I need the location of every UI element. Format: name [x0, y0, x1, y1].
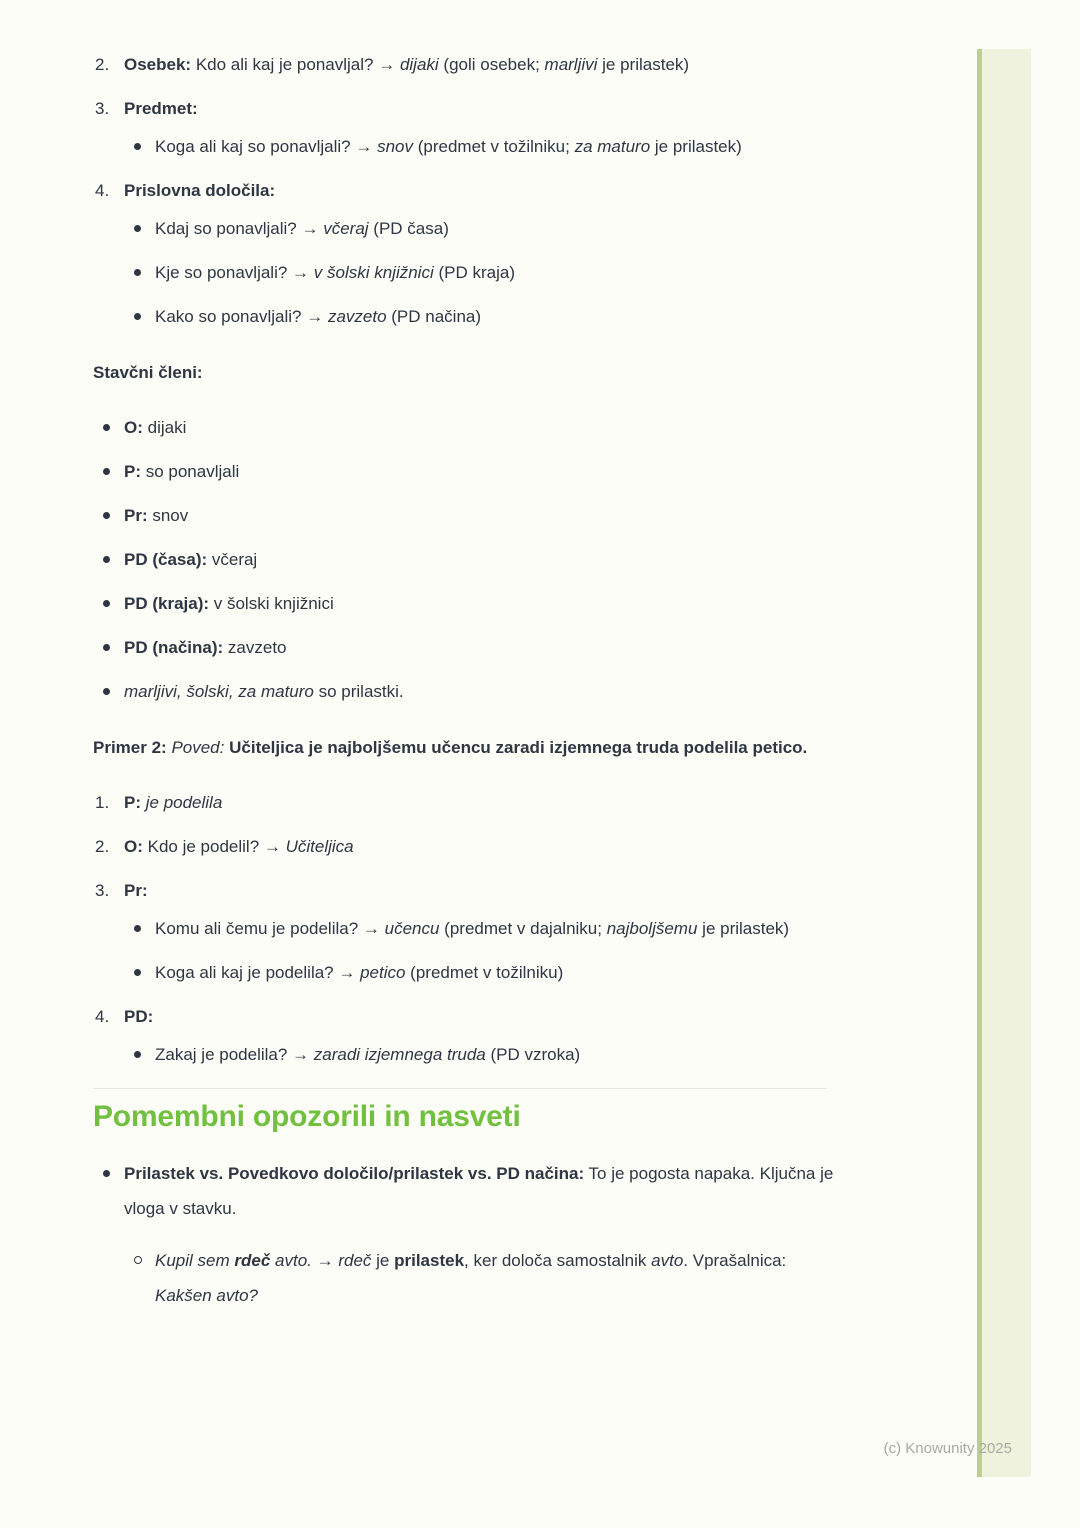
dot-glyph [134, 925, 141, 932]
paragraph [93, 355, 835, 390]
text-span: (predmet v tožilniku; [413, 137, 575, 156]
list-item-text [124, 410, 835, 445]
text-span: Prilastek vs. Povedkovo določilo/prilastek vs. PD načina: [124, 1163, 585, 1183]
list-item [93, 454, 835, 489]
text-span: petico [360, 963, 406, 982]
text-span: marljivi [544, 55, 598, 74]
text-span: je prilastek) [650, 137, 742, 156]
text-span: (PD vzroka) [485, 1045, 581, 1064]
list-item-body [124, 829, 835, 864]
number-marker: 1. [95, 793, 110, 812]
text-span: avto [651, 1250, 684, 1270]
text-span: v šolski knjižnici [209, 594, 334, 613]
bullet-list [124, 129, 835, 164]
text-span: zavzeto [327, 307, 387, 326]
text-span: Kdo ali kaj je ponavljal? → [191, 55, 400, 74]
list-item [93, 410, 835, 445]
list-item [93, 829, 835, 864]
text-span: včeraj [207, 550, 258, 569]
list-item-body [124, 630, 835, 665]
text-span: za maturo [574, 137, 651, 156]
text-span: Kdo je podelil? → [142, 837, 286, 856]
list-item-text [155, 255, 835, 290]
text-span: . Vprašalnica: [683, 1250, 787, 1270]
bullet-list [93, 410, 835, 709]
list-item-body [155, 1243, 835, 1313]
bullet-icon [93, 498, 124, 533]
list-item [124, 299, 835, 334]
text-span: snov [377, 137, 413, 156]
list-item-text [155, 211, 835, 246]
bullet-icon [124, 129, 155, 164]
list-item [93, 91, 835, 164]
list-item [93, 630, 835, 665]
sidebar-accent-bar [977, 49, 1031, 1477]
list-item-text [124, 542, 835, 577]
text-span: prilastek [394, 1250, 465, 1270]
text-span: Kdaj so ponavljali? → [155, 219, 324, 238]
list-item-text [124, 785, 835, 820]
text-span: (predmet v tožilniku) [405, 963, 564, 982]
nested-list [124, 1034, 835, 1072]
list-item [93, 674, 835, 709]
dot-glyph [103, 424, 110, 431]
text-span: je prilastek) [697, 919, 790, 938]
list-item [124, 1243, 835, 1313]
bullet-list [124, 211, 835, 334]
text-span: rdeč [234, 1250, 271, 1270]
document-content [93, 0, 835, 1313]
list-item-body [124, 999, 835, 1072]
text-span: O: [124, 837, 143, 856]
list-item-body [124, 498, 835, 533]
dot-glyph [103, 468, 110, 475]
bullet-icon [124, 1037, 155, 1072]
text-span: Učiteljica [285, 837, 354, 856]
list-item-text [124, 829, 835, 864]
dot-glyph [134, 269, 141, 276]
list-item-body [124, 410, 835, 445]
number-marker: 3. [95, 881, 110, 900]
list-item-text [124, 91, 835, 126]
text-span: Pr: [124, 506, 148, 525]
list-item-body [155, 129, 835, 164]
text-span: rdeč [338, 1250, 372, 1270]
text-span: → [311, 1250, 339, 1270]
number-marker: 3. [95, 99, 110, 118]
list-item-body [124, 173, 835, 334]
list-item-text [124, 47, 835, 82]
text-span: Koga ali kaj je podelila? → [155, 963, 361, 982]
section-heading [93, 1098, 835, 1136]
list-item-body [155, 211, 835, 246]
list-item-text [155, 911, 835, 946]
bullet-icon [93, 454, 124, 489]
text-span: PD (kraja): [124, 594, 210, 613]
list-item-body [124, 1156, 835, 1313]
list-item [93, 173, 835, 334]
text-span: so prilastki. [313, 682, 404, 701]
nested-list [124, 208, 835, 334]
dot-glyph [134, 225, 141, 232]
list-item-body [124, 785, 835, 820]
watermark: (c) Knowunity 2025 [883, 1440, 1012, 1457]
list-item [93, 498, 835, 533]
text-span: , ker določa samostalnik [464, 1250, 652, 1270]
text-span: v šolski knjižnici [313, 263, 434, 282]
text-span: (PD načina) [386, 307, 482, 326]
list-item-body [155, 955, 835, 990]
dot-glyph [103, 688, 110, 695]
text-span: Osebek: [124, 55, 192, 74]
text-span: Kupil sem [155, 1250, 235, 1270]
bullet-icon [93, 1156, 124, 1191]
list-item-body [155, 911, 835, 946]
text-span: PD (načina): [124, 638, 224, 657]
list-item-body [124, 454, 835, 489]
text-span: (PD kraja) [433, 263, 515, 282]
list-item-text [155, 129, 835, 164]
text-span: Učiteljica je najboljšemu učencu zaradi izjemnega truda podelila petico. [229, 738, 808, 757]
text-span: Primer 2: [93, 738, 167, 757]
list-item-body [155, 299, 835, 334]
list-item [93, 542, 835, 577]
text-span: PD (časa): [124, 550, 208, 569]
text-span: P: [124, 462, 141, 481]
nested-list [124, 1226, 835, 1313]
list-item-text [124, 586, 835, 621]
list-item [124, 911, 835, 946]
text-span: Poved: [171, 738, 225, 757]
text-span: Stavčni členi: [93, 363, 203, 382]
text-span: zaradi izjemnega truda [313, 1045, 486, 1064]
list-item-text [124, 630, 835, 665]
list-item-body [124, 873, 835, 990]
bullet-icon [124, 255, 155, 290]
list-item [93, 785, 835, 820]
bullet-icon [93, 542, 124, 577]
text-span: To je pogosta napaka. Ključna je vloga v stavku. [124, 1163, 834, 1218]
text-span: so ponavljali [141, 462, 240, 481]
bullet-icon [124, 211, 155, 246]
text-span: učencu [384, 919, 440, 938]
bullet-icon [93, 586, 124, 621]
list-item [93, 586, 835, 621]
text-span: najboljšemu [606, 919, 698, 938]
list-item-body [124, 47, 835, 82]
text-span: Koga ali kaj so ponavljali? → [155, 137, 378, 156]
list-item-body [124, 542, 835, 577]
bullet-icon [93, 410, 124, 445]
text-span: Prislovna določila: [124, 181, 276, 200]
dot-glyph [103, 600, 110, 607]
dot-glyph [103, 556, 110, 563]
list-item [124, 1037, 835, 1072]
list-item-text [124, 454, 835, 489]
text-span: marljivi, šolski, za maturo [124, 682, 314, 701]
text-span: O: [124, 418, 143, 437]
text-span: Komu ali čemu je podelila? → [155, 919, 385, 938]
number-marker: 4. [95, 1007, 110, 1026]
text-span: Zakaj je podelila? → [155, 1045, 314, 1064]
text-span: je podelila [145, 793, 223, 812]
text-span: Kakšen avto? [155, 1285, 259, 1305]
text-span: dijaki [399, 55, 439, 74]
text-span: Predmet: [124, 99, 198, 118]
bullet-icon [124, 911, 155, 946]
list-item-text [124, 999, 835, 1034]
list-item-body [124, 586, 835, 621]
list-item [93, 873, 835, 990]
numbered-list [93, 47, 835, 334]
bullet-icon [124, 299, 155, 334]
divider [93, 1088, 827, 1089]
text-span: (predmet v dajalniku; [439, 919, 607, 938]
paragraph [93, 730, 835, 765]
circle-glyph [134, 1256, 142, 1264]
text-span: je prilastek) [597, 55, 690, 74]
dot-glyph [103, 644, 110, 651]
list-item-text [124, 498, 835, 533]
number-marker: 2. [95, 837, 110, 856]
text-span: PD: [124, 1007, 154, 1026]
bullet-icon [93, 630, 124, 665]
dot-glyph [134, 313, 141, 320]
list-item [93, 999, 835, 1072]
list-item-text [155, 1243, 835, 1313]
text-span: (goli osebek; [438, 55, 545, 74]
list-item-body [155, 255, 835, 290]
list-item [93, 47, 835, 82]
text-span: Kje so ponavljali? → [155, 263, 314, 282]
nested-list [124, 126, 835, 164]
text-span: Kako so ponavljali? → [155, 307, 328, 326]
bullet-list [93, 1156, 835, 1313]
list-item-text [124, 173, 835, 208]
list-item [124, 211, 835, 246]
list-item [93, 1156, 835, 1313]
list-item-body [124, 91, 835, 164]
text-span: Pr: [124, 881, 148, 900]
text-span: snov [147, 506, 189, 525]
dot-glyph [103, 512, 110, 519]
dot-glyph [134, 969, 141, 976]
bullet-list [124, 911, 835, 990]
list-item-text [155, 1037, 835, 1072]
text-span: je [371, 1250, 395, 1270]
text-span: zavzeto [223, 638, 287, 657]
list-item-body [155, 1037, 835, 1072]
list-item-text [124, 873, 835, 908]
text-span: P: [124, 793, 141, 812]
list-item-text [155, 299, 835, 334]
list-item [124, 129, 835, 164]
bullet-list [124, 1037, 835, 1072]
list-item [124, 255, 835, 290]
bullet-icon [124, 955, 155, 990]
list-item-text [124, 1156, 835, 1226]
dot-glyph [103, 1170, 110, 1177]
bullet-list [124, 1243, 835, 1313]
bullet-icon [93, 674, 124, 709]
number-marker: 2. [95, 55, 110, 74]
text-span: Pomembni opozorili in nasveti [93, 1099, 521, 1133]
dot-glyph [134, 1051, 141, 1058]
text-span: avto. [270, 1250, 312, 1270]
text-span: včeraj [323, 219, 369, 238]
list-item [124, 955, 835, 990]
numbered-list [93, 785, 835, 1072]
list-item-body [124, 674, 835, 709]
dot-glyph [134, 143, 141, 150]
text-span: (PD časa) [368, 219, 449, 238]
nested-list [124, 908, 835, 990]
number-marker: 4. [95, 181, 110, 200]
list-item-text [124, 674, 835, 709]
text-span: dijaki [142, 418, 187, 437]
circle-bullet-icon [124, 1243, 155, 1278]
list-item-text [155, 955, 835, 990]
